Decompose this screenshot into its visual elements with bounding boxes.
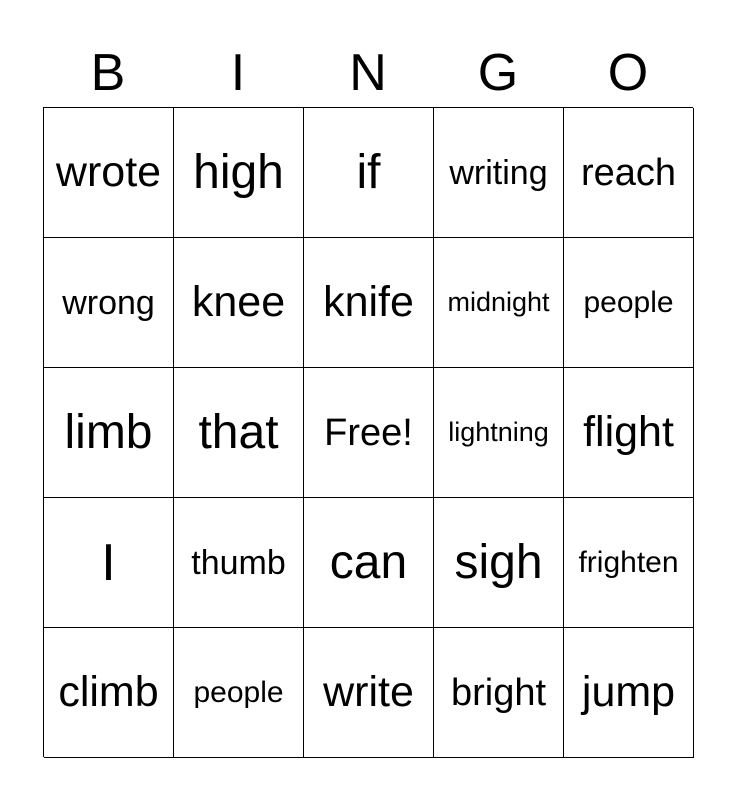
bingo-cell[interactable] [434, 108, 564, 238]
cell-word: people [193, 675, 284, 709]
bingo-cell[interactable] [174, 238, 304, 368]
free-space-label: Free! [324, 411, 413, 454]
bingo-cell[interactable] [44, 498, 174, 628]
cell-word: bright [450, 671, 547, 714]
cell-word: that [198, 405, 279, 459]
header-letter-g: G [477, 44, 519, 102]
bingo-cell[interactable] [304, 628, 434, 758]
header-letter-i: I [230, 44, 246, 102]
cell-word: knife [323, 278, 414, 326]
bingo-cell[interactable] [434, 628, 564, 758]
header-letter-n: N [349, 44, 387, 102]
bingo-cell[interactable] [44, 628, 174, 758]
bingo-cell[interactable] [174, 368, 304, 498]
cell-word: climb [58, 668, 159, 716]
cell-word: write [323, 668, 414, 716]
bingo-cell[interactable] [564, 368, 694, 498]
cell-word: I [101, 533, 116, 592]
cell-word: lightning [448, 417, 549, 447]
bingo-cell[interactable] [304, 498, 434, 628]
bingo-cell[interactable] [434, 238, 564, 368]
cell-word: midnight [447, 287, 550, 317]
cell-word: people [583, 285, 674, 319]
bingo-cell[interactable] [304, 238, 434, 368]
bingo-cell[interactable] [564, 628, 694, 758]
bingo-cell[interactable] [44, 238, 174, 368]
bingo-card-grid [43, 107, 693, 757]
bingo-cell[interactable] [304, 108, 434, 238]
bingo-cell[interactable] [564, 108, 694, 238]
bingo-cell[interactable] [44, 368, 174, 498]
bingo-cell[interactable] [174, 108, 304, 238]
header-letter-b: B [90, 44, 126, 102]
cell-word: writing [449, 153, 548, 192]
cell-word: wrong [62, 283, 155, 322]
cell-word: can [329, 535, 408, 589]
cell-word: wrote [55, 148, 162, 196]
cell-word: thumb [191, 543, 286, 582]
cell-word: flight [583, 408, 674, 456]
bingo-cell[interactable] [44, 108, 174, 238]
cell-word: jump [581, 668, 676, 716]
cell-word: frighten [578, 545, 679, 579]
bingo-cell[interactable] [564, 498, 694, 628]
cell-word: sigh [454, 535, 543, 589]
cell-word: reach [580, 151, 677, 194]
bingo-cell[interactable] [174, 498, 304, 628]
header-letter-o: O [607, 44, 649, 102]
bingo-cell[interactable] [564, 238, 694, 368]
bingo-header [43, 40, 693, 106]
bingo-cell[interactable] [434, 498, 564, 628]
cell-word: if [356, 145, 381, 199]
bingo-cell free-space[interactable] [304, 368, 434, 498]
bingo-cell[interactable] [434, 368, 564, 498]
cell-word: limb [64, 405, 153, 459]
cell-word: high [193, 145, 284, 199]
bingo-cell[interactable] [174, 628, 304, 758]
cell-word: knee [191, 278, 286, 326]
